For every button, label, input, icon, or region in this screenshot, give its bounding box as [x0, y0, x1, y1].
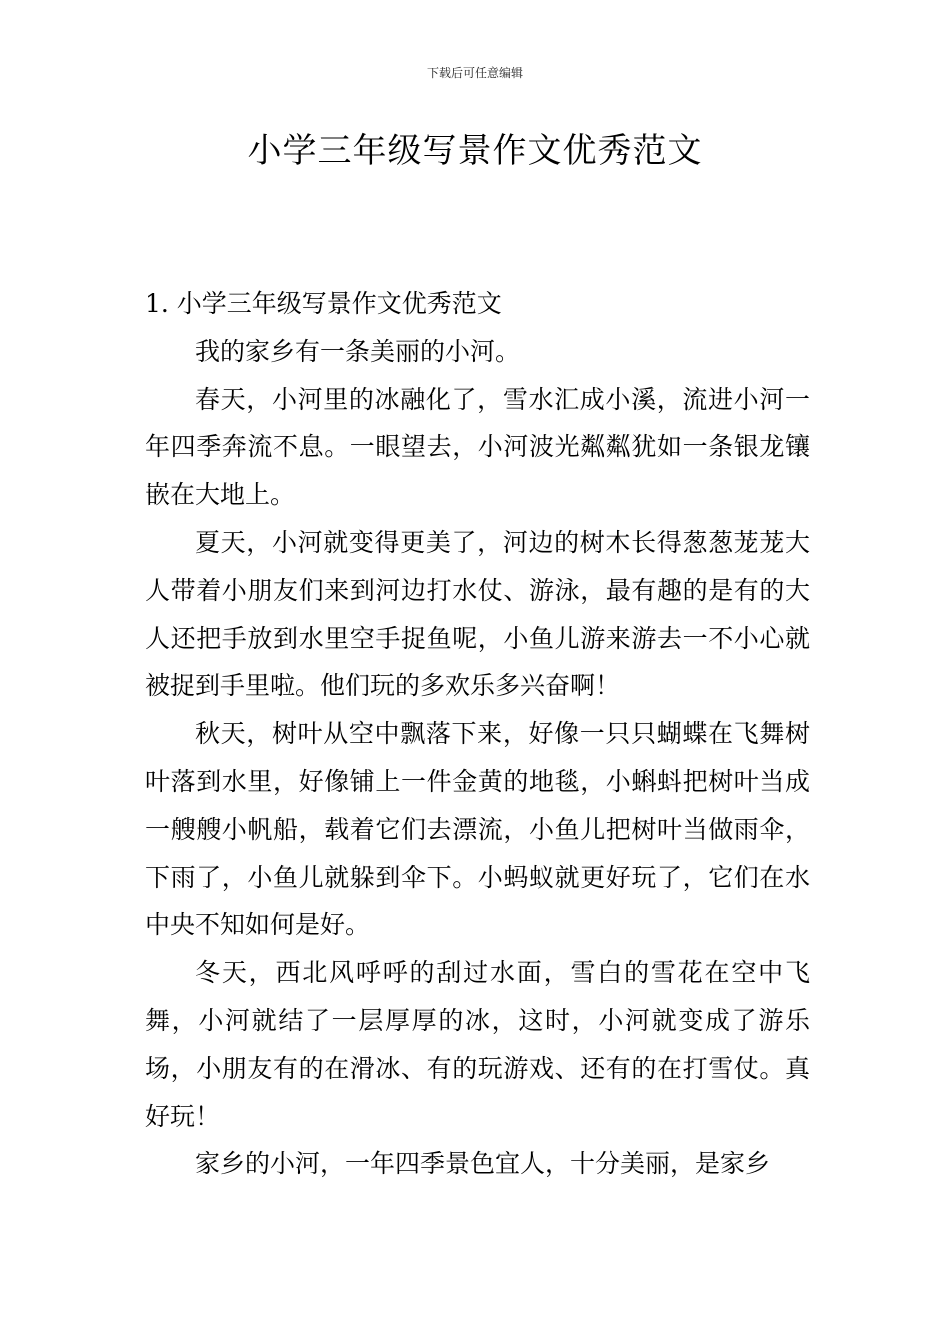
document-body	[145, 280, 810, 1188]
page-header-note: 下载后可任意编辑	[426, 66, 523, 80]
paragraph-conclusion: 家乡的小河，一年四季景色宜人，十分美丽，是家乡	[195, 1149, 771, 1179]
paragraph-intro: 我的家乡有一条美丽的小河。	[195, 336, 521, 366]
paragraph-summer: 夏天，小河就变得更美了，河边的树木长得葱葱茏茏大人带着小朋友们来到河边打水仗、游泳，最有趣的是有的大人还把手放到水里空手捉鱼呢，小鱼儿游来游去一不小心就被捉到手里啦。他们玩的多欢乐多兴奋啊！	[145, 527, 810, 701]
paragraph-winter: 冬天，西北风呼呼的刮过水面，雪白的雪花在空中飞舞，小河就结了一层厚厚的冰，这时，小河就变成了游乐场，小朋友有的在滑冰、有的玩游戏、还有的在打雪仗。真好玩！	[145, 958, 810, 1131]
document-title: 小学三年级写景作文优秀范文	[247, 131, 703, 171]
section-heading: 1. 小学三年级写景作文优秀范文	[145, 289, 502, 318]
paragraph-autumn: 秋天，树叶从空中飘落下来，好像一只只蝴蝶在飞舞树叶落到水里，好像铺上一件金黄的地毯，小蝌蚪把树叶当成一艘艘小帆船，载着它们去漂流，小鱼儿把树叶当做雨伞，下雨了，小鱼儿就躲到伞下。小蚂蚁就更好玩了，它们在水中央不知如何是好。	[145, 719, 810, 940]
paragraph-spring: 春天，小河里的冰融化了，雪水汇成小溪，流进小河一年四季奔流不息。一眼望去，小河波光粼粼犹如一条银龙镶嵌在大地上。	[145, 384, 810, 510]
